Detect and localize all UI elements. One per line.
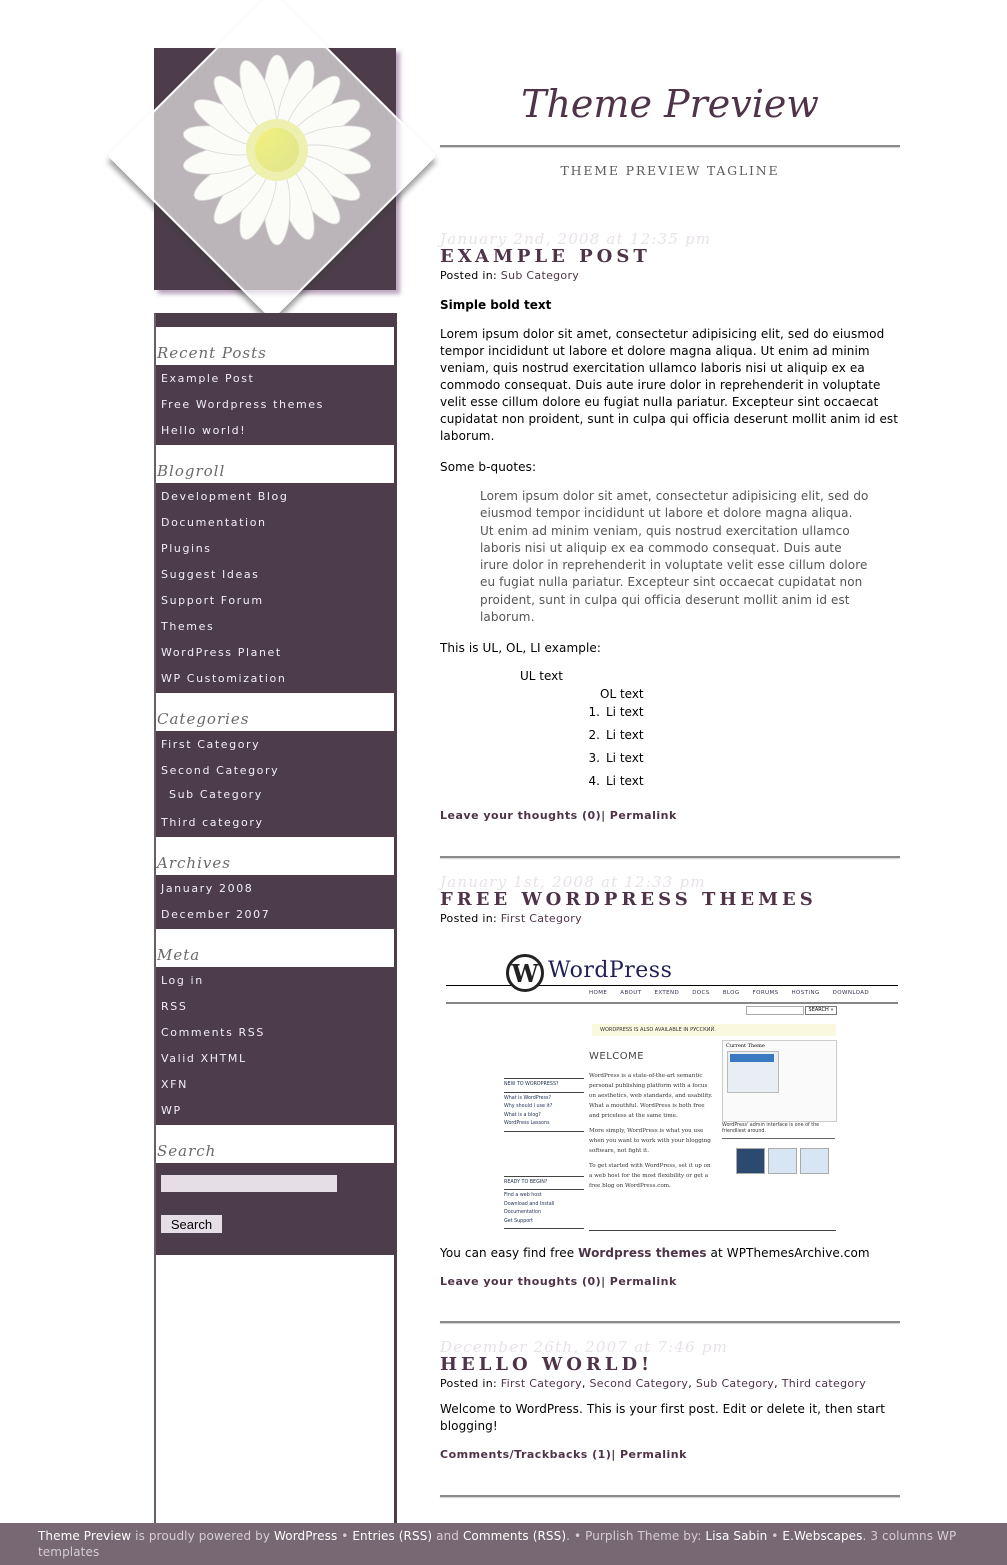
wordpress-themes-link[interactable]: Wordpress themes <box>578 1246 707 1260</box>
wp-caption: WordPress' admin interface is one of the friendliest around. <box>722 1123 820 1134</box>
search-form <box>156 1163 394 1255</box>
meta-link[interactable]: Log in <box>161 974 204 987</box>
daisy-flower-icon <box>177 50 377 250</box>
post-footer-links: Leave your thoughts (0)| Permalink <box>440 1275 677 1288</box>
posted-in-label: Posted in: <box>440 912 497 925</box>
permalink-link[interactable]: Permalink <box>609 809 677 823</box>
widget-title-meta: Meta <box>156 929 394 967</box>
comments-link[interactable]: Leave your thoughts (0) <box>440 809 602 823</box>
meta-link[interactable]: WP <box>161 1104 182 1117</box>
wp-left-column: NEW TO WORDPRESS? What is WordPress? Why should I use it? What is a blog? WordPress Lessons READY TO BEGIN? Find a web host Download and Install Documentation Get Support <box>504 1076 584 1231</box>
post-free-wordpress-themes <box>440 874 900 925</box>
category-link[interactable]: Sub Category <box>500 269 580 282</box>
permalink-link[interactable]: Permalink <box>609 1275 677 1288</box>
site-tagline: THEME PREVIEW TAGLINE <box>560 163 780 178</box>
blogroll-link[interactable]: Plugins <box>161 542 212 555</box>
archives-list <box>156 875 394 929</box>
meta-link[interactable]: Valid XHTML <box>161 1052 247 1065</box>
post-free-wordpress-themes-body <box>440 1245 900 1288</box>
wp-body-text: WordPress is a state-of-the-art semantic personal publishing platform with a focus on aesthetics, web standards, and usability. What a mouthful. WordPress is both free and priceless at the same time. More simply, WordPress is what you use when you want to work with your blogging software, not fight it. To get started with WordPress, set it up on a web host for the most flexibility or get a free blog on WordPress.com. <box>589 1073 713 1189</box>
widget-title-categories: Categories <box>156 693 394 731</box>
blogroll-list <box>156 483 394 693</box>
recent-posts-list <box>156 365 394 445</box>
meta-list <box>156 967 394 1125</box>
recent-post-link[interactable]: Example Post <box>161 372 255 385</box>
blogroll-link[interactable]: Support Forum <box>161 594 264 607</box>
post-paragraph: Lorem ipsum dolor sit amet, consectetur adipisicing elit, sed do eiusmod tempor incididunt ut labore et dolore magna aliqua. Ut enim ad minim veniam, quis nostrud exercitation ullamco laboris nisi ut aliquip ex ea commodo consequat. Duis aute irure dolor in reprehenderit in voluptate velit esse cillum dolore eu fugiat nulla pariatur. Excepteur sint occaecat cupidatat non proident, sunt in culpa qui officia deserunt mollit anim id est laborum. <box>440 327 899 443</box>
posted-in-label: Posted in: <box>440 1377 497 1390</box>
comments-link[interactable]: Leave your thoughts (0) <box>440 1275 602 1288</box>
meta-link[interactable]: XFN <box>161 1078 188 1091</box>
bold-text: Simple bold text <box>440 298 552 312</box>
wp-thumbnails <box>736 1148 829 1174</box>
post-date: January 1st, 2008 at 12:33 pm <box>440 873 706 891</box>
recent-post-link[interactable]: Free Wordpress themes <box>161 398 324 411</box>
wp-notice: WORDPRESS IS ALSO AVAILABLE IN РУССКИЙ. <box>592 1024 836 1036</box>
post-date: December 26th, 2007 at 7:46 pm <box>440 1338 729 1356</box>
permalink-link[interactable]: Permalink <box>619 1448 687 1461</box>
post-title[interactable]: EXAMPLE POST <box>440 246 651 267</box>
post-example <box>440 231 900 822</box>
list-item: 3. Li text <box>588 751 644 766</box>
sidebar <box>154 313 397 1523</box>
widget-title-search: Search <box>156 1125 394 1163</box>
wordpress-logo-icon: W <box>506 954 544 992</box>
blogroll-link[interactable]: Suggest Ideas <box>161 568 260 581</box>
post-meta <box>440 912 900 925</box>
header-divider <box>440 145 900 147</box>
blogroll-link[interactable]: Development Blog <box>161 490 289 503</box>
post-paragraph: You can easy find free Wordpress themes at WPThemesArchive.com <box>440 1246 870 1260</box>
widget-title-recent-posts: Recent Posts <box>156 327 394 365</box>
wp-nav: HOME ABOUT EXTEND DOCS BLOG FORUMS HOSTING DOWNLOAD <box>589 990 870 996</box>
archive-link[interactable]: December 2007 <box>161 908 271 921</box>
site-logo[interactable] <box>107 0 447 330</box>
meta-link[interactable]: RSS <box>161 1000 188 1013</box>
category-link[interactable]: Second Category <box>589 1377 689 1390</box>
post-title[interactable]: HELLO WORLD! <box>440 1354 654 1375</box>
post-date: January 2nd, 2008 at 12:35 pm <box>440 230 712 248</box>
sidebar-top-bar <box>156 313 394 327</box>
posted-in-label: Posted in: <box>440 269 497 282</box>
wp-search-field <box>746 1006 804 1015</box>
widget-title-blogroll: Blogroll <box>156 445 394 483</box>
comments-link[interactable]: Comments/Trackbacks (1) <box>440 1448 612 1461</box>
list-item: 4. Li text <box>588 774 644 789</box>
blockquote: Lorem ipsum dolor sit amet, consectetur adipisicing elit, sed do eiusmod tempor incididunt ut labore et dolore magna aliqua. Ut enim ad minim veniam, quis nostrud exercitation ullamco laboris nisi ut aliquip ex ea commodo consequat. Duis aute irure dolor in reprehenderit in voluptate velit esse cillum dolore eu fugiat nulla pariatur. Excepteur sint occaecat cupidatat non proident, sunt in culpa qui officia deserunt mollit anim id est laborum. <box>480 489 869 625</box>
list-item: 2. Li text <box>588 728 644 743</box>
post-divider <box>440 1495 900 1497</box>
list-label: This is UL, OL, LI example: <box>440 641 602 656</box>
wordpress-screenshot-image <box>446 948 898 1233</box>
footer-entries-rss-link[interactable]: Entries (RSS) <box>352 1529 433 1543</box>
post-divider <box>440 856 900 858</box>
post-divider <box>440 1321 900 1323</box>
ul-text: UL text <box>520 669 563 684</box>
blogroll-link[interactable]: WP Customization <box>161 672 287 685</box>
footer-wordpress-link[interactable]: WordPress <box>274 1529 338 1543</box>
wp-search-button: SEARCH » <box>805 1006 837 1015</box>
site-title[interactable]: Theme Preview <box>521 82 819 126</box>
category-link[interactable]: Third category <box>781 1377 867 1390</box>
footer-site-link[interactable]: Theme Preview <box>38 1529 132 1543</box>
post-footer-links: Comments/Trackbacks (1)| Permalink <box>440 1448 687 1461</box>
blogroll-link[interactable]: Documentation <box>161 516 267 529</box>
post-meta: Posted in: First Category, Second Category, Sub Category, Third category <box>440 1377 867 1390</box>
bquote-label: Some b-quotes: <box>440 460 537 474</box>
category-link[interactable]: First Category <box>500 912 582 925</box>
wordpress-logo-text: WordPress <box>548 958 673 983</box>
category-link[interactable]: First Category <box>161 738 261 751</box>
category-link[interactable]: Third category <box>161 816 264 829</box>
post-title[interactable]: FREE WORDPRESS THEMES <box>440 889 817 910</box>
search-input[interactable] <box>161 1175 337 1192</box>
post-meta <box>440 269 900 282</box>
list-item: 1. Li text <box>588 705 644 720</box>
site-footer: Theme Preview is proudly powered by WordPress • Entries (RSS) and Comments (RSS). • Purplish Theme by: Lisa Sabin • E.Webscapes. 3 columns WP templates <box>0 1523 1007 1565</box>
archive-link[interactable]: January 2008 <box>161 882 254 895</box>
footer-author-link[interactable]: Lisa Sabin <box>705 1529 768 1543</box>
wp-welcome: WELCOME <box>589 1051 645 1062</box>
recent-post-link[interactable]: Hello world! <box>161 424 247 437</box>
wp-current-theme-panel: Current Theme <box>722 1040 837 1122</box>
ol-text: OL text <box>600 687 644 702</box>
post-hello-world <box>440 1339 900 1461</box>
blogroll-link[interactable]: WordPress Planet <box>161 646 282 659</box>
blogroll-link[interactable]: Themes <box>161 620 215 633</box>
subcategory-link[interactable]: Sub Category <box>169 788 263 801</box>
category-link[interactable]: First Category <box>500 1377 582 1390</box>
post-footer-links: Leave your thoughts (0)| Permalink <box>440 809 677 823</box>
widget-title-archives: Archives <box>156 837 394 875</box>
footer-comments-rss-link[interactable]: Comments (RSS) <box>462 1529 567 1543</box>
post-paragraph: Welcome to WordPress. This is your first post. Edit or delete it, then start blogging! <box>440 1402 886 1433</box>
meta-link[interactable]: Comments RSS <box>161 1026 265 1039</box>
category-link[interactable]: Sub Category <box>695 1377 775 1390</box>
footer-webscapes-link[interactable]: E.Webscapes <box>782 1529 863 1543</box>
search-button[interactable]: Search <box>161 1215 222 1233</box>
categories-list <box>156 731 394 837</box>
category-link[interactable]: Second Category <box>161 764 280 777</box>
